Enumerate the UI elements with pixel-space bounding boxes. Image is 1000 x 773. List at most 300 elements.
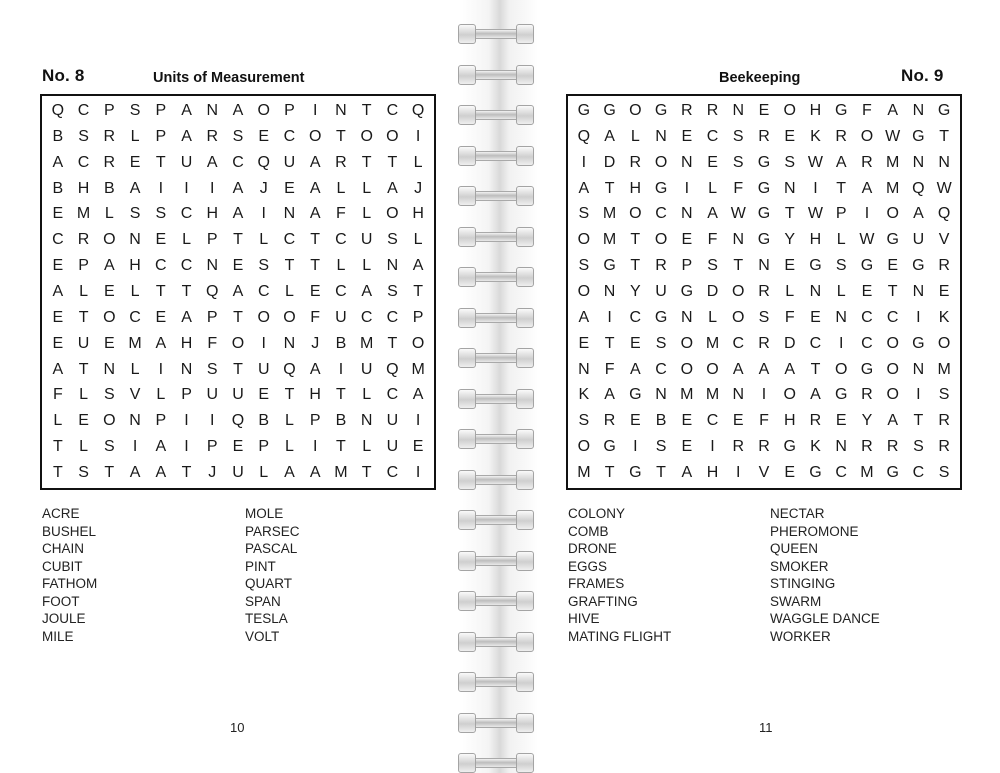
word-list-column (42, 505, 97, 645)
grid-letter: T (361, 464, 372, 482)
grid-letter: E (52, 205, 64, 223)
grid-letter: U (386, 438, 399, 456)
grid-letter: T (913, 412, 924, 430)
puzzle-number: No. 9 (901, 66, 944, 85)
grid-letter: R (335, 153, 347, 171)
grid-letter: C (386, 308, 399, 326)
grid-letter: T (604, 464, 615, 482)
grid-letter: A (578, 308, 590, 326)
grid-letter: T (284, 257, 295, 275)
grid-letter: U (912, 231, 925, 249)
grid-letter: A (835, 153, 847, 171)
grid-letter: R (103, 127, 116, 145)
grid-letter: C (155, 257, 167, 275)
grid-letter: A (155, 464, 167, 482)
grid-letter: R (103, 153, 116, 171)
grid-letter: O (886, 386, 899, 404)
grid-letter: F (310, 308, 321, 326)
grid-letter: S (103, 386, 115, 404)
grid-letter: R (835, 127, 847, 145)
grid-letter: P (155, 412, 167, 430)
grid-letter: E (758, 101, 770, 119)
grid-letter: S (578, 412, 590, 430)
grid-letter: S (655, 438, 667, 456)
word-list-item: MILE (42, 628, 74, 644)
grid-letter: O (386, 205, 399, 223)
grid-letter: S (938, 464, 950, 482)
grid-letter: S (707, 257, 718, 275)
grid-letter: O (257, 308, 270, 326)
grid-letter: L (362, 205, 372, 223)
grid-letter: J (414, 179, 423, 197)
grid-letter: L (708, 179, 717, 197)
word-list-column (245, 505, 300, 645)
grid-letter: H (629, 179, 642, 197)
word-list-item: WORKER (770, 628, 831, 644)
grid-letter: N (206, 101, 219, 119)
grid-letter: G (834, 386, 848, 404)
grid-letter: R (655, 257, 667, 275)
grid-letter: T (336, 438, 346, 456)
grid-letter: E (52, 308, 64, 326)
grid-letter: Q (577, 127, 591, 145)
binding-ring (458, 427, 534, 449)
binding-ring (458, 589, 534, 611)
grid-letter: I (184, 179, 189, 197)
grid-letter: L (413, 231, 423, 249)
grid-letter: T (310, 231, 321, 249)
grid-letter: A (52, 360, 64, 378)
grid-letter: S (578, 205, 590, 223)
grid-letter: K (810, 438, 821, 456)
grid-letter: Q (206, 282, 219, 300)
grid-letter: L (836, 282, 846, 300)
word-list-item: CHAIN (42, 541, 85, 556)
grid-letter: J (311, 334, 320, 352)
grid-letter: H (180, 334, 193, 352)
grid-letter: R (809, 412, 822, 430)
grid-letter: G (757, 231, 771, 249)
grid-letter: L (79, 438, 89, 456)
grid-letter: A (232, 282, 244, 300)
grid-letter: A (52, 153, 64, 171)
grid-letter: P (835, 205, 847, 223)
grid-letter: M (602, 231, 617, 249)
grid-letter: S (78, 127, 89, 145)
binding-ring (458, 22, 534, 44)
grid-letter: Q (411, 101, 425, 119)
grid-letter: L (285, 412, 294, 430)
grid-letter: P (258, 438, 270, 456)
grid-letter: S (129, 205, 141, 223)
grid-letter: G (654, 101, 668, 119)
binding-ring (458, 711, 534, 733)
grid-letter: C (912, 464, 925, 482)
grid-letter: O (629, 205, 642, 223)
grid-letter: N (103, 360, 116, 378)
grid-letter: L (362, 179, 372, 197)
grid-letter: T (810, 360, 821, 378)
grid-letter: J (208, 464, 217, 482)
grid-letter: C (861, 334, 873, 352)
grid-letter: P (412, 308, 424, 326)
grid-letter: E (681, 412, 693, 430)
grid-letter: U (283, 153, 296, 171)
grid-letter: T (733, 257, 744, 275)
grid-letter: I (338, 360, 344, 378)
binding-ring (458, 265, 534, 287)
grid-letter: P (681, 257, 693, 275)
grid-letter: A (309, 360, 321, 378)
grid-letter: L (130, 360, 140, 378)
grid-letter: O (577, 231, 591, 249)
grid-letter: V (938, 231, 950, 249)
grid-letter: W (730, 205, 746, 223)
grid-letter: T (887, 282, 898, 300)
grid-letter: O (783, 386, 796, 404)
grid-letter: N (681, 308, 693, 326)
grid-letter: H (206, 205, 219, 223)
grid-letter: T (104, 464, 115, 482)
grid-letter: N (283, 334, 296, 352)
grid-letter: F (784, 308, 795, 326)
grid-letter: C (77, 101, 90, 119)
grid-letter: G (757, 153, 771, 171)
word-list-item: COMB (568, 523, 609, 539)
grid-letter: T (413, 282, 424, 300)
left-page (0, 0, 462, 773)
grid-letter: C (283, 127, 296, 145)
grid-letter: N (655, 386, 667, 404)
grid-letter: S (835, 257, 847, 275)
grid-letter: A (103, 257, 115, 275)
word-list-column (568, 505, 671, 645)
grid-letter: Y (784, 231, 796, 249)
right-page (538, 0, 1000, 773)
grid-letter: I (736, 464, 741, 482)
grid-letter: C (335, 282, 347, 300)
grid-letter: A (913, 205, 924, 223)
grid-letter: M (602, 205, 617, 223)
grid-letter: A (309, 153, 321, 171)
binding-ring (458, 225, 534, 247)
grid-letter: I (838, 334, 844, 352)
grid-letter: C (232, 153, 244, 171)
grid-letter: N (912, 101, 925, 119)
grid-letter: C (629, 308, 642, 326)
grid-letter: A (129, 464, 141, 482)
grid-letter: I (916, 386, 921, 404)
grid-letter: W (936, 179, 952, 197)
grid-letter: E (707, 153, 718, 171)
grid-letter: A (206, 153, 218, 171)
grid-letter: S (784, 153, 796, 171)
word-list-item: MOLE (245, 506, 284, 521)
grid-letter: L (413, 153, 423, 171)
grid-letter: O (706, 360, 719, 378)
grid-letter: T (604, 334, 615, 352)
grid-letter: C (655, 205, 667, 223)
grid-letter: A (604, 127, 615, 145)
word-list-item: PASCAL (245, 541, 298, 556)
grid-letter: T (361, 153, 372, 171)
grid-letter: P (206, 308, 218, 326)
binding-ring (458, 144, 534, 166)
grid-letter: N (835, 438, 847, 456)
grid-letter: E (861, 282, 873, 300)
grid-letter: A (412, 386, 424, 404)
grid-letter: N (809, 282, 822, 300)
grid-letter: H (129, 257, 141, 275)
grid-letter: C (360, 308, 373, 326)
grid-letter: T (361, 101, 372, 119)
grid-letter: T (604, 179, 615, 197)
grid-letter: O (629, 101, 642, 119)
grid-letter: R (603, 412, 616, 430)
grid-letter: K (810, 127, 821, 145)
grid-letter: A (758, 360, 770, 378)
grid-letter: A (412, 257, 424, 275)
grid-letter: M (860, 464, 874, 482)
grid-letter: A (810, 386, 821, 404)
grid-letter: O (783, 101, 796, 119)
grid-letter: T (233, 308, 243, 326)
grid-letter: C (706, 412, 719, 430)
grid-letter: N (386, 257, 399, 275)
grid-letter: G (629, 464, 642, 482)
grid-letter: N (938, 153, 950, 171)
grid-letter: Q (51, 101, 65, 119)
grid-letter: T (284, 386, 295, 404)
grid-letter: M (360, 334, 374, 352)
grid-letter: N (681, 153, 693, 171)
grid-letter: H (783, 412, 796, 430)
grid-letter: L (259, 464, 269, 482)
grid-letter: N (912, 360, 925, 378)
grid-letter: T (387, 334, 398, 352)
grid-letter: H (809, 101, 822, 119)
grid-letter: S (913, 438, 924, 456)
grid-letter: E (938, 282, 950, 300)
grid-letter: O (577, 282, 591, 300)
grid-letter: S (232, 127, 244, 145)
grid-letter: G (577, 101, 591, 119)
grid-letter: V (758, 464, 770, 482)
grid-letter: W (807, 205, 824, 223)
grid-letter: S (938, 386, 950, 404)
grid-letter: R (629, 153, 642, 171)
grid-letter: U (655, 282, 667, 300)
grid-letter: M (334, 464, 348, 482)
grid-letter: O (937, 334, 951, 352)
binding-ring (458, 508, 534, 530)
grid-letter: M (76, 205, 91, 223)
grid-letter: O (680, 334, 694, 352)
grid-letter: U (386, 412, 399, 430)
grid-letter: E (52, 257, 64, 275)
grid-letter: O (654, 231, 668, 249)
grid-letter: M (411, 360, 425, 378)
grid-letter: I (633, 438, 638, 456)
grid-letter: N (129, 412, 141, 430)
grid-letter: N (335, 101, 347, 119)
binding-ring (458, 549, 534, 571)
grid-letter: A (732, 360, 744, 378)
grid-letter: N (758, 257, 770, 275)
word-list-item: SWARM (770, 593, 822, 609)
grid-letter: G (886, 464, 899, 482)
grid-letter: L (836, 231, 846, 249)
grid-letter: N (912, 153, 925, 171)
grid-letter: Q (257, 153, 270, 171)
grid-letter: O (103, 308, 116, 326)
grid-letter: G (783, 438, 796, 456)
grid-letter: L (104, 205, 114, 223)
grid-letter: S (129, 101, 141, 119)
grid-letter: A (784, 360, 796, 378)
grid-letter: R (938, 412, 950, 430)
grid-letter: C (886, 308, 899, 326)
grid-letter: T (836, 179, 847, 197)
grid-letter: E (681, 438, 693, 456)
grid-letter: L (79, 282, 89, 300)
grid-letter: O (680, 360, 694, 378)
grid-letter: N (360, 412, 373, 430)
binding-ring (458, 387, 534, 409)
grid-letter: O (231, 334, 245, 352)
grid-letter: I (158, 360, 164, 378)
grid-letter: R (758, 282, 770, 300)
grid-letter: O (577, 438, 591, 456)
grid-letter: U (257, 360, 270, 378)
word-list-item: QUEEN (770, 541, 819, 556)
grid-letter: Y (861, 412, 873, 430)
grid-letter: A (861, 179, 873, 197)
grid-letter: O (360, 127, 373, 145)
grid-letter: W (859, 231, 875, 249)
grid-letter: D (603, 153, 616, 171)
grid-letter: T (310, 257, 321, 275)
grid-letter: S (78, 464, 89, 482)
binding-ring (458, 468, 534, 490)
binding-ring (458, 670, 534, 692)
grid-letter: G (809, 464, 822, 482)
grid-letter: N (681, 205, 693, 223)
grid-letter: C (129, 308, 141, 326)
grid-letter: N (129, 231, 141, 249)
grid-letter: N (732, 231, 745, 249)
grid-letter: U (180, 153, 193, 171)
grid-letter: C (180, 205, 193, 223)
grid-letter: L (156, 386, 166, 404)
word-search-grid (566, 94, 962, 490)
grid-letter: C (809, 334, 822, 352)
word-list-item: PARSEC (245, 523, 300, 539)
grid-letter: S (732, 127, 744, 145)
puzzle-title: Units of Measurement (153, 70, 305, 86)
grid-letter: C (386, 464, 399, 482)
word-list-item: STINGING (770, 576, 836, 591)
grid-letter: I (813, 179, 818, 197)
grid-letter: N (603, 282, 616, 300)
grid-letter: A (155, 334, 167, 352)
grid-letter: P (206, 231, 218, 249)
grid-letter: N (732, 101, 745, 119)
grid-letter: L (362, 438, 372, 456)
grid-letter: A (604, 386, 615, 404)
grid-letter: G (680, 282, 694, 300)
word-list-item: BUSHEL (42, 523, 97, 539)
grid-letter: M (886, 153, 900, 171)
grid-letter: O (103, 412, 116, 430)
grid-letter: R (861, 438, 873, 456)
grid-letter: T (336, 386, 346, 404)
grid-letter: I (210, 412, 215, 430)
grid-letter: N (206, 257, 219, 275)
grid-letter: G (757, 179, 771, 197)
grid-letter: G (603, 101, 616, 119)
grid-letter: P (181, 386, 192, 404)
grid-letter: R (938, 438, 950, 456)
grid-letter: E (103, 334, 115, 352)
grid-letter: I (864, 205, 870, 223)
grid-letter: M (937, 360, 951, 378)
grid-letter: C (335, 231, 347, 249)
grid-letter: S (103, 438, 115, 456)
grid-letter: O (732, 282, 745, 300)
grid-letter: G (809, 257, 822, 275)
page-number: 11 (759, 720, 773, 735)
grid-letter: O (860, 127, 874, 145)
word-list-item: PINT (245, 558, 276, 574)
grid-letter: L (259, 231, 269, 249)
grid-letter: F (336, 205, 346, 223)
grid-letter: E (784, 464, 796, 482)
binding-ring (458, 751, 534, 773)
grid-letter: F (862, 101, 872, 119)
puzzle-title: Beekeeping (719, 70, 801, 86)
grid-letter: O (308, 127, 322, 145)
grid-letter: I (607, 308, 612, 326)
grid-letter: F (207, 334, 218, 352)
grid-letter: U (360, 231, 373, 249)
grid-letter: A (232, 179, 244, 197)
grid-letter: T (52, 438, 63, 456)
grid-letter: E (810, 308, 821, 326)
grid-letter: M (680, 386, 694, 404)
grid-letter: E (887, 257, 898, 275)
grid-letter: L (130, 282, 140, 300)
grid-letter: N (783, 179, 796, 197)
grid-letter: D (783, 334, 796, 352)
grid-letter: E (155, 231, 167, 249)
grid-letter: E (258, 386, 270, 404)
grid-letter: A (387, 179, 398, 197)
grid-letter: B (103, 179, 115, 197)
word-list-item: EGGS (568, 558, 608, 574)
grid-letter: C (706, 127, 719, 145)
grid-letter: K (938, 308, 950, 326)
grid-letter: T (155, 153, 166, 171)
grid-letter: R (758, 438, 770, 456)
grid-letter: A (52, 282, 64, 300)
grid-letter: B (258, 412, 270, 430)
grid-letter: E (232, 257, 244, 275)
word-list-item: HIVE (568, 611, 600, 626)
grid-letter: G (912, 334, 925, 352)
grid-letter: P (155, 101, 167, 119)
grid-letter: R (681, 101, 693, 119)
